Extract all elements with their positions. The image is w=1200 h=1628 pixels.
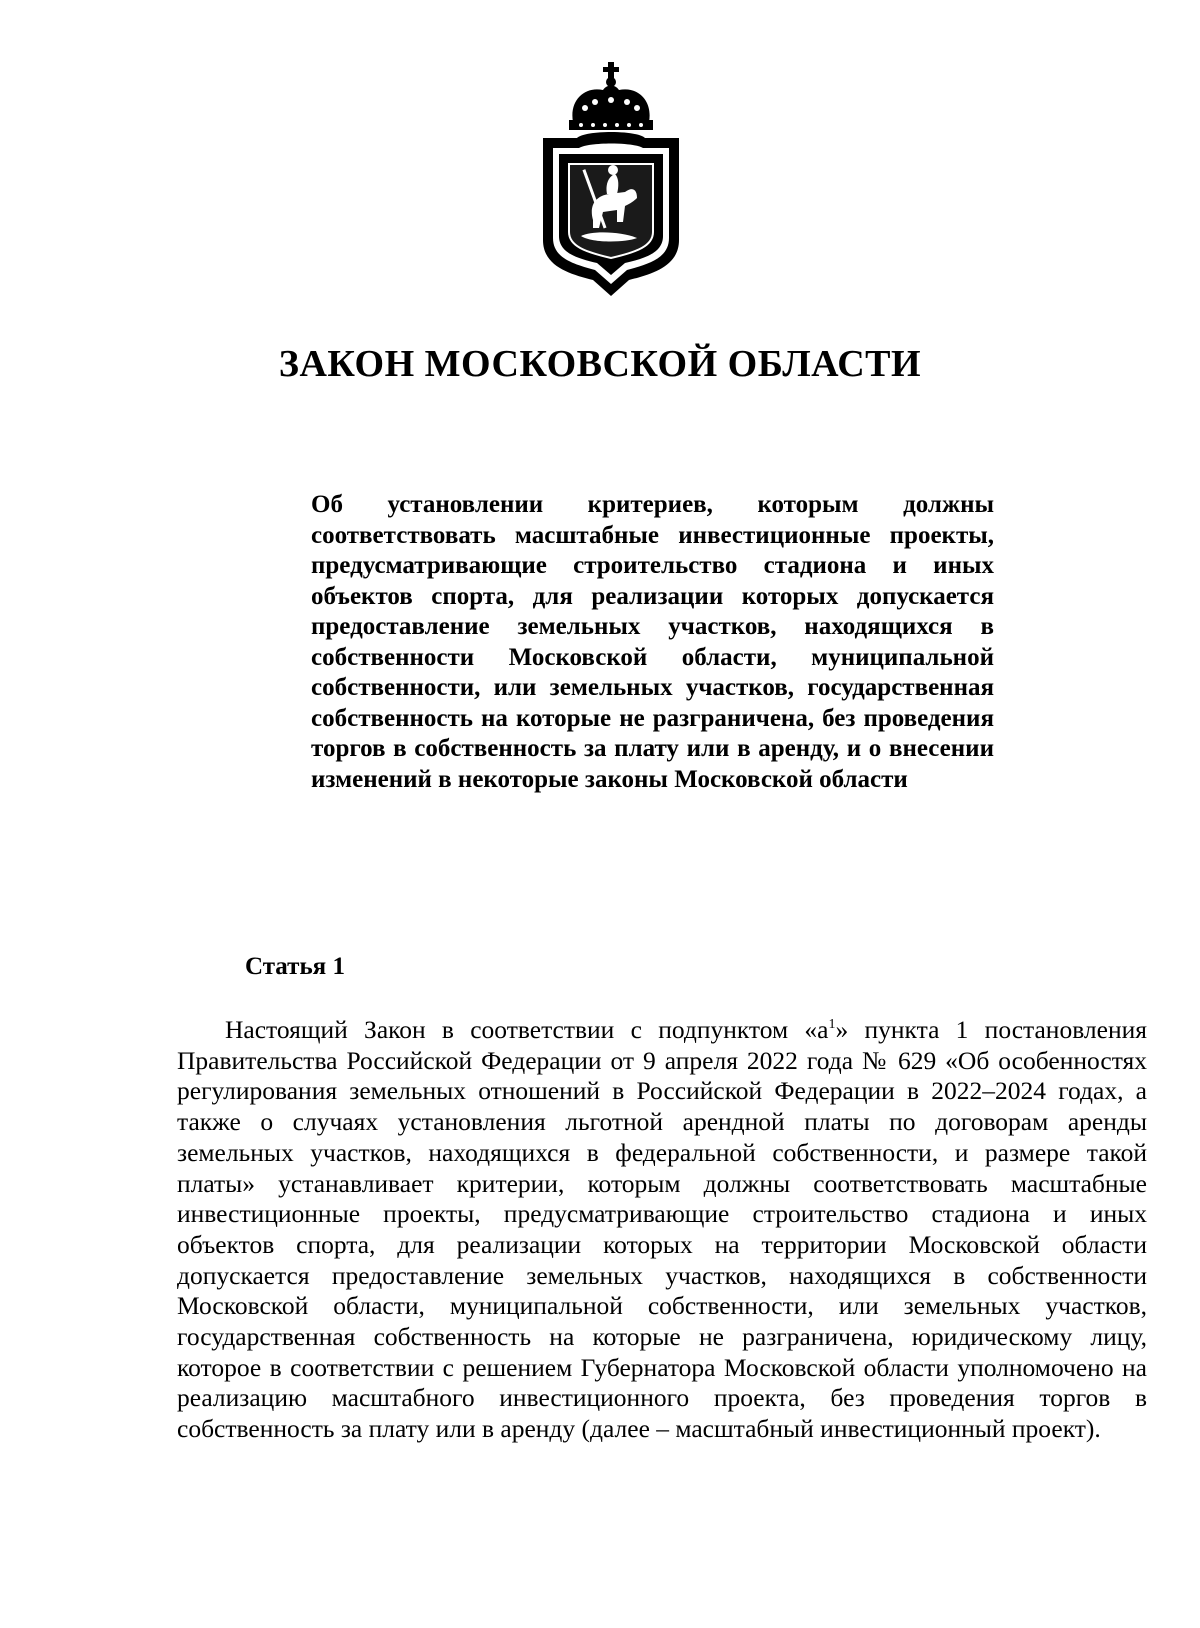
- subparagraph-superscript: 1: [828, 1017, 836, 1032]
- document-title: ЗАКОН МОСКОВСКОЙ ОБЛАСТИ: [278, 343, 922, 385]
- law-subject: Об установлении критериев, которым должны соответствовать масштабные инвестиционные проекты, предусматривающие строительство стадиона и иных объектов спорта, для реализации которых допускается предоставление земельных участков, находящихся в собственности Московской области, муниципальной собственности, или земельных участков, государственная собственность на которые не разграничена, без проведения торгов в собственность за плату или в аренду, и о внесении изменений в некоторые законы Московской области: [311, 491, 994, 793]
- article-heading: Статья 1: [245, 953, 345, 980]
- article-body: [177, 1015, 1147, 1445]
- article-text-start: Настоящий Закон в соответствии с подпунктом «а: [225, 1015, 829, 1044]
- moscow-oblast-coat-of-arms: [533, 60, 689, 298]
- article-text-rest: » пункта 1 постановления Правительства Российской Федерации от 9 апреля 2022 года № 629 «Об особенностях регулирования земельных отношений в Российской Федерации в 2022–2024 годах, а также о случаях установления льготной арендной платы по договорам аренды земельных участков, находящихся в федеральной собственности, и размере такой платы» устанавливает критерии, которым должны соответствовать масштабные инвестиционные проекты, предусматривающие строительство стадиона и иных объектов спорта, для реализации которых на территории Московской области допускается предоставление земельных участков, находящихся в собственности Московской области, муниципальной собственности, или земельных участков, государственная собственность на которые не разграничена, юридическому лицу, которое в соответствии с решением Губернатора Московской области уполномочено на реализацию масштабного инвестиционного проекта, без проведения торгов в собственность за плату или в аренду (далее – масштабный инвестиционный проект).: [177, 1015, 1147, 1444]
